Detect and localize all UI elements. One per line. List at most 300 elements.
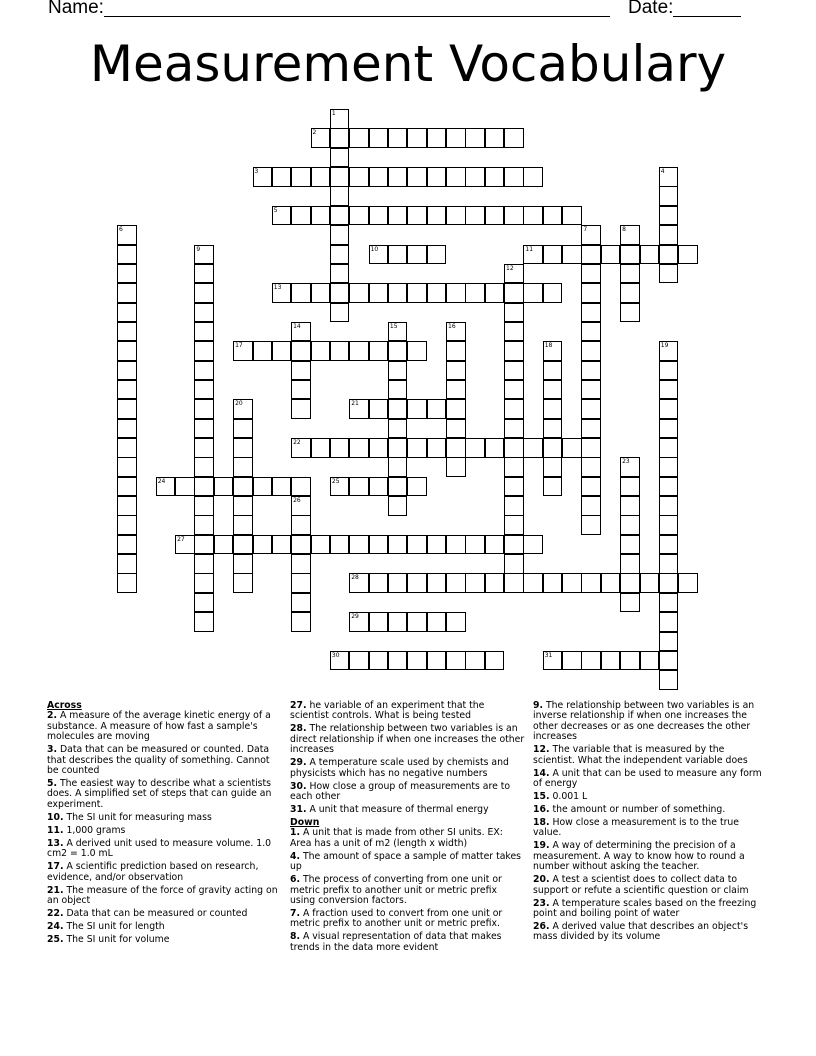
grid-cell[interactable]	[543, 245, 563, 265]
grid-cell[interactable]	[465, 438, 485, 458]
grid-cell[interactable]	[659, 670, 679, 690]
grid-cell[interactable]	[485, 206, 505, 226]
grid-cell[interactable]	[311, 128, 331, 148]
grid-cell[interactable]	[446, 438, 466, 458]
grid-cell[interactable]	[194, 361, 214, 381]
grid-cell[interactable]	[446, 380, 466, 400]
grid-cell[interactable]	[194, 245, 214, 265]
grid-cell[interactable]	[465, 128, 485, 148]
grid-cell[interactable]	[543, 399, 563, 419]
grid-cell[interactable]	[504, 283, 524, 303]
grid-cell[interactable]	[523, 206, 543, 226]
grid-cell[interactable]	[620, 535, 640, 555]
grid-cell[interactable]	[407, 341, 427, 361]
grid-cell[interactable]	[291, 341, 311, 361]
grid-cell[interactable]	[117, 457, 137, 477]
grid-cell[interactable]	[659, 438, 679, 458]
grid-cell[interactable]	[291, 399, 311, 419]
grid-cell[interactable]	[233, 573, 253, 593]
grid-cell[interactable]	[349, 283, 369, 303]
grid-cell[interactable]	[581, 399, 601, 419]
grid-cell[interactable]	[504, 496, 524, 516]
grid-cell[interactable]	[562, 651, 582, 671]
grid-cell[interactable]	[504, 167, 524, 187]
grid-cell[interactable]	[117, 380, 137, 400]
grid-cell[interactable]	[659, 361, 679, 381]
grid-cell[interactable]	[659, 380, 679, 400]
grid-cell[interactable]	[388, 535, 408, 555]
grid-cell[interactable]	[272, 283, 292, 303]
grid-cell[interactable]	[504, 128, 524, 148]
grid-cell[interactable]	[620, 303, 640, 323]
grid-cell[interactable]	[543, 651, 563, 671]
grid-cell[interactable]	[330, 167, 350, 187]
grid-cell[interactable]	[581, 457, 601, 477]
grid-cell[interactable]	[601, 245, 621, 265]
grid-cell[interactable]	[446, 651, 466, 671]
grid-cell[interactable]	[156, 477, 176, 497]
grid-cell[interactable]	[504, 399, 524, 419]
grid-cell[interactable]	[581, 651, 601, 671]
grid-cell[interactable]	[465, 651, 485, 671]
grid-cell[interactable]	[407, 167, 427, 187]
grid-cell[interactable]	[659, 419, 679, 439]
grid-cell[interactable]	[620, 264, 640, 284]
grid-cell[interactable]	[175, 535, 195, 555]
grid-cell[interactable]	[543, 283, 563, 303]
grid-cell[interactable]	[253, 477, 273, 497]
grid-cell[interactable]	[659, 515, 679, 535]
grid-cell[interactable]	[504, 380, 524, 400]
grid-cell[interactable]	[330, 148, 350, 168]
grid-cell[interactable]	[194, 554, 214, 574]
grid-cell[interactable]	[117, 477, 137, 497]
grid-cell[interactable]	[311, 283, 331, 303]
grid-cell[interactable]	[194, 283, 214, 303]
grid-cell[interactable]	[194, 438, 214, 458]
grid-cell[interactable]	[194, 496, 214, 516]
grid-cell[interactable]	[659, 632, 679, 652]
grid-cell[interactable]	[388, 341, 408, 361]
grid-cell[interactable]	[620, 573, 640, 593]
grid-cell[interactable]	[620, 496, 640, 516]
grid-cell[interactable]	[369, 573, 389, 593]
grid-cell[interactable]	[388, 496, 408, 516]
grid-cell[interactable]	[194, 612, 214, 632]
grid-cell[interactable]	[640, 651, 660, 671]
grid-cell[interactable]	[117, 535, 137, 555]
grid-cell[interactable]	[233, 438, 253, 458]
grid-cell[interactable]	[388, 419, 408, 439]
grid-cell[interactable]	[291, 283, 311, 303]
grid-cell[interactable]	[504, 322, 524, 342]
grid-cell[interactable]	[543, 457, 563, 477]
grid-cell[interactable]	[446, 322, 466, 342]
grid-cell[interactable]	[659, 341, 679, 361]
grid-cell[interactable]	[272, 341, 292, 361]
grid-cell[interactable]	[117, 361, 137, 381]
grid-cell[interactable]	[543, 477, 563, 497]
grid-cell[interactable]	[369, 128, 389, 148]
grid-cell[interactable]	[214, 477, 234, 497]
grid-cell[interactable]	[253, 535, 273, 555]
grid-cell[interactable]	[194, 477, 214, 497]
grid-cell[interactable]	[562, 438, 582, 458]
grid-cell[interactable]	[543, 419, 563, 439]
grid-cell[interactable]	[446, 341, 466, 361]
grid-cell[interactable]	[427, 206, 447, 226]
grid-cell[interactable]	[330, 186, 350, 206]
grid-cell[interactable]	[291, 477, 311, 497]
grid-cell[interactable]	[117, 438, 137, 458]
grid-cell[interactable]	[407, 206, 427, 226]
grid-cell[interactable]	[581, 438, 601, 458]
grid-cell[interactable]	[369, 399, 389, 419]
grid-cell[interactable]	[388, 128, 408, 148]
grid-cell[interactable]	[581, 322, 601, 342]
grid-cell[interactable]	[369, 167, 389, 187]
grid-cell[interactable]	[233, 399, 253, 419]
grid-cell[interactable]	[349, 167, 369, 187]
grid-cell[interactable]	[117, 322, 137, 342]
grid-cell[interactable]	[330, 109, 350, 129]
grid-cell[interactable]	[543, 438, 563, 458]
grid-cell[interactable]	[562, 573, 582, 593]
grid-cell[interactable]	[330, 283, 350, 303]
grid-cell[interactable]	[620, 457, 640, 477]
grid-cell[interactable]	[291, 612, 311, 632]
grid-cell[interactable]	[465, 206, 485, 226]
grid-cell[interactable]	[465, 283, 485, 303]
grid-cell[interactable]	[330, 245, 350, 265]
grid-cell[interactable]	[504, 341, 524, 361]
grid-cell[interactable]	[291, 438, 311, 458]
grid-cell[interactable]	[330, 651, 350, 671]
grid-cell[interactable]	[388, 438, 408, 458]
grid-cell[interactable]	[291, 167, 311, 187]
grid-cell[interactable]	[485, 438, 505, 458]
grid-cell[interactable]	[504, 535, 524, 555]
grid-cell[interactable]	[659, 245, 679, 265]
grid-cell[interactable]	[407, 283, 427, 303]
grid-cell[interactable]	[620, 477, 640, 497]
grid-cell[interactable]	[427, 245, 447, 265]
grid-cell[interactable]	[194, 264, 214, 284]
grid-cell[interactable]	[330, 341, 350, 361]
grid-cell[interactable]	[446, 573, 466, 593]
grid-cell[interactable]	[407, 128, 427, 148]
grid-cell[interactable]	[581, 496, 601, 516]
grid-cell[interactable]	[233, 419, 253, 439]
grid-cell[interactable]	[407, 612, 427, 632]
grid-cell[interactable]	[659, 167, 679, 187]
grid-cell[interactable]	[233, 496, 253, 516]
grid-cell[interactable]	[388, 612, 408, 632]
grid-cell[interactable]	[485, 167, 505, 187]
grid-cell[interactable]	[388, 457, 408, 477]
grid-cell[interactable]	[504, 515, 524, 535]
grid-cell[interactable]	[194, 380, 214, 400]
grid-cell[interactable]	[117, 245, 137, 265]
grid-cell[interactable]	[291, 593, 311, 613]
grid-cell[interactable]	[291, 573, 311, 593]
grid-cell[interactable]	[272, 167, 292, 187]
grid-cell[interactable]	[369, 612, 389, 632]
grid-cell[interactable]	[311, 535, 331, 555]
grid-cell[interactable]	[581, 380, 601, 400]
grid-cell[interactable]	[291, 380, 311, 400]
grid-cell[interactable]	[117, 341, 137, 361]
grid-cell[interactable]	[388, 380, 408, 400]
grid-cell[interactable]	[427, 573, 447, 593]
grid-cell[interactable]	[369, 535, 389, 555]
grid-cell[interactable]	[233, 535, 253, 555]
grid-cell[interactable]	[388, 573, 408, 593]
grid-cell[interactable]	[349, 573, 369, 593]
grid-cell[interactable]	[272, 477, 292, 497]
grid-cell[interactable]	[194, 322, 214, 342]
grid-cell[interactable]	[523, 438, 543, 458]
grid-cell[interactable]	[485, 573, 505, 593]
grid-cell[interactable]	[349, 341, 369, 361]
grid-cell[interactable]	[194, 399, 214, 419]
grid-cell[interactable]	[330, 206, 350, 226]
grid-cell[interactable]	[504, 477, 524, 497]
grid-cell[interactable]	[194, 515, 214, 535]
grid-cell[interactable]	[427, 399, 447, 419]
grid-cell[interactable]	[581, 477, 601, 497]
grid-cell[interactable]	[620, 283, 640, 303]
grid-cell[interactable]	[427, 612, 447, 632]
grid-cell[interactable]	[659, 593, 679, 613]
grid-cell[interactable]	[369, 477, 389, 497]
grid-cell[interactable]	[543, 361, 563, 381]
grid-cell[interactable]	[581, 341, 601, 361]
grid-cell[interactable]	[427, 128, 447, 148]
grid-cell[interactable]	[194, 419, 214, 439]
grid-cell[interactable]	[427, 438, 447, 458]
grid-cell[interactable]	[446, 399, 466, 419]
grid-cell[interactable]	[330, 477, 350, 497]
grid-cell[interactable]	[117, 573, 137, 593]
grid-cell[interactable]	[659, 535, 679, 555]
grid-cell[interactable]	[620, 593, 640, 613]
grid-cell[interactable]	[349, 399, 369, 419]
grid-cell[interactable]	[407, 399, 427, 419]
grid-cell[interactable]	[504, 457, 524, 477]
grid-cell[interactable]	[388, 206, 408, 226]
grid-cell[interactable]	[407, 477, 427, 497]
grid-cell[interactable]	[485, 535, 505, 555]
grid-cell[interactable]	[659, 264, 679, 284]
grid-cell[interactable]	[581, 361, 601, 381]
grid-cell[interactable]	[407, 245, 427, 265]
grid-cell[interactable]	[427, 167, 447, 187]
grid-cell[interactable]	[581, 515, 601, 535]
grid-cell[interactable]	[678, 245, 698, 265]
grid-cell[interactable]	[233, 515, 253, 535]
grid-cell[interactable]	[659, 399, 679, 419]
grid-cell[interactable]	[407, 573, 427, 593]
grid-cell[interactable]	[620, 245, 640, 265]
grid-cell[interactable]	[465, 573, 485, 593]
grid-cell[interactable]	[427, 535, 447, 555]
grid-cell[interactable]	[291, 322, 311, 342]
grid-cell[interactable]	[523, 535, 543, 555]
grid-cell[interactable]	[504, 573, 524, 593]
grid-cell[interactable]	[388, 477, 408, 497]
grid-cell[interactable]	[504, 303, 524, 323]
grid-cell[interactable]	[330, 225, 350, 245]
grid-cell[interactable]	[407, 438, 427, 458]
grid-cell[interactable]	[291, 496, 311, 516]
grid-cell[interactable]	[349, 438, 369, 458]
grid-cell[interactable]	[388, 399, 408, 419]
grid-cell[interactable]	[620, 225, 640, 245]
grid-cell[interactable]	[388, 167, 408, 187]
grid-cell[interactable]	[504, 554, 524, 574]
grid-cell[interactable]	[504, 419, 524, 439]
grid-cell[interactable]	[581, 283, 601, 303]
grid-cell[interactable]	[117, 554, 137, 574]
grid-cell[interactable]	[659, 554, 679, 574]
grid-cell[interactable]	[388, 283, 408, 303]
grid-cell[interactable]	[117, 399, 137, 419]
grid-cell[interactable]	[117, 419, 137, 439]
grid-cell[interactable]	[659, 457, 679, 477]
grid-cell[interactable]	[272, 535, 292, 555]
grid-cell[interactable]	[659, 206, 679, 226]
grid-cell[interactable]	[253, 167, 273, 187]
grid-cell[interactable]	[291, 361, 311, 381]
grid-cell[interactable]	[562, 245, 582, 265]
grid-cell[interactable]	[678, 573, 698, 593]
grid-cell[interactable]	[369, 283, 389, 303]
grid-cell[interactable]	[581, 225, 601, 245]
grid-cell[interactable]	[349, 651, 369, 671]
grid-cell[interactable]	[446, 612, 466, 632]
grid-cell[interactable]	[233, 554, 253, 574]
grid-cell[interactable]	[562, 206, 582, 226]
grid-cell[interactable]	[349, 477, 369, 497]
grid-cell[interactable]	[581, 573, 601, 593]
grid-cell[interactable]	[427, 651, 447, 671]
grid-cell[interactable]	[311, 438, 331, 458]
grid-cell[interactable]	[620, 515, 640, 535]
grid-cell[interactable]	[581, 419, 601, 439]
grid-cell[interactable]	[581, 303, 601, 323]
grid-cell[interactable]	[446, 206, 466, 226]
grid-cell[interactable]	[194, 535, 214, 555]
grid-cell[interactable]	[369, 438, 389, 458]
grid-cell[interactable]	[349, 128, 369, 148]
grid-cell[interactable]	[369, 651, 389, 671]
grid-cell[interactable]	[291, 535, 311, 555]
grid-cell[interactable]	[407, 535, 427, 555]
grid-cell[interactable]	[194, 303, 214, 323]
grid-cell[interactable]	[446, 535, 466, 555]
grid-cell[interactable]	[446, 419, 466, 439]
grid-cell[interactable]	[407, 651, 427, 671]
grid-cell[interactable]	[620, 651, 640, 671]
grid-cell[interactable]	[233, 341, 253, 361]
grid-cell[interactable]	[659, 477, 679, 497]
grid-cell[interactable]	[659, 186, 679, 206]
grid-cell[interactable]	[659, 225, 679, 245]
grid-cell[interactable]	[504, 438, 524, 458]
grid-cell[interactable]	[523, 573, 543, 593]
grid-cell[interactable]	[233, 457, 253, 477]
grid-cell[interactable]	[581, 245, 601, 265]
grid-cell[interactable]	[330, 438, 350, 458]
grid-cell[interactable]	[388, 245, 408, 265]
grid-cell[interactable]	[388, 651, 408, 671]
grid-cell[interactable]	[659, 651, 679, 671]
grid-cell[interactable]	[330, 303, 350, 323]
grid-cell[interactable]	[523, 167, 543, 187]
grid-cell[interactable]	[659, 496, 679, 516]
grid-cell[interactable]	[194, 573, 214, 593]
grid-cell[interactable]	[117, 515, 137, 535]
grid-cell[interactable]	[504, 264, 524, 284]
grid-cell[interactable]	[388, 322, 408, 342]
grid-cell[interactable]	[543, 341, 563, 361]
grid-cell[interactable]	[311, 167, 331, 187]
grid-cell[interactable]	[330, 264, 350, 284]
grid-cell[interactable]	[369, 341, 389, 361]
grid-cell[interactable]	[427, 283, 447, 303]
grid-cell[interactable]	[349, 535, 369, 555]
grid-cell[interactable]	[330, 535, 350, 555]
grid-cell[interactable]	[117, 283, 137, 303]
grid-cell[interactable]	[194, 457, 214, 477]
grid-cell[interactable]	[581, 264, 601, 284]
grid-cell[interactable]	[117, 303, 137, 323]
grid-cell[interactable]	[543, 380, 563, 400]
grid-cell[interactable]	[659, 573, 679, 593]
grid-cell[interactable]	[523, 245, 543, 265]
grid-cell[interactable]	[640, 245, 660, 265]
grid-cell[interactable]	[291, 515, 311, 535]
grid-cell[interactable]	[253, 341, 273, 361]
grid-cell[interactable]	[485, 283, 505, 303]
grid-cell[interactable]	[485, 651, 505, 671]
grid-cell[interactable]	[194, 593, 214, 613]
grid-cell[interactable]	[330, 128, 350, 148]
grid-cell[interactable]	[465, 535, 485, 555]
grid-cell[interactable]	[465, 167, 485, 187]
grid-cell[interactable]	[369, 206, 389, 226]
grid-cell[interactable]	[601, 651, 621, 671]
grid-cell[interactable]	[272, 206, 292, 226]
grid-cell[interactable]	[214, 535, 234, 555]
grid-cell[interactable]	[117, 225, 137, 245]
grid-cell[interactable]	[291, 554, 311, 574]
grid-cell[interactable]	[659, 612, 679, 632]
grid-cell[interactable]	[175, 477, 195, 497]
grid-cell[interactable]	[446, 283, 466, 303]
grid-cell[interactable]	[640, 573, 660, 593]
grid-cell[interactable]	[117, 496, 137, 516]
grid-cell[interactable]	[485, 128, 505, 148]
grid-cell[interactable]	[543, 573, 563, 593]
grid-cell[interactable]	[446, 128, 466, 148]
grid-cell[interactable]	[446, 457, 466, 477]
grid-cell[interactable]	[311, 341, 331, 361]
grid-cell[interactable]	[504, 206, 524, 226]
grid-cell[interactable]	[233, 477, 253, 497]
grid-cell[interactable]	[523, 283, 543, 303]
